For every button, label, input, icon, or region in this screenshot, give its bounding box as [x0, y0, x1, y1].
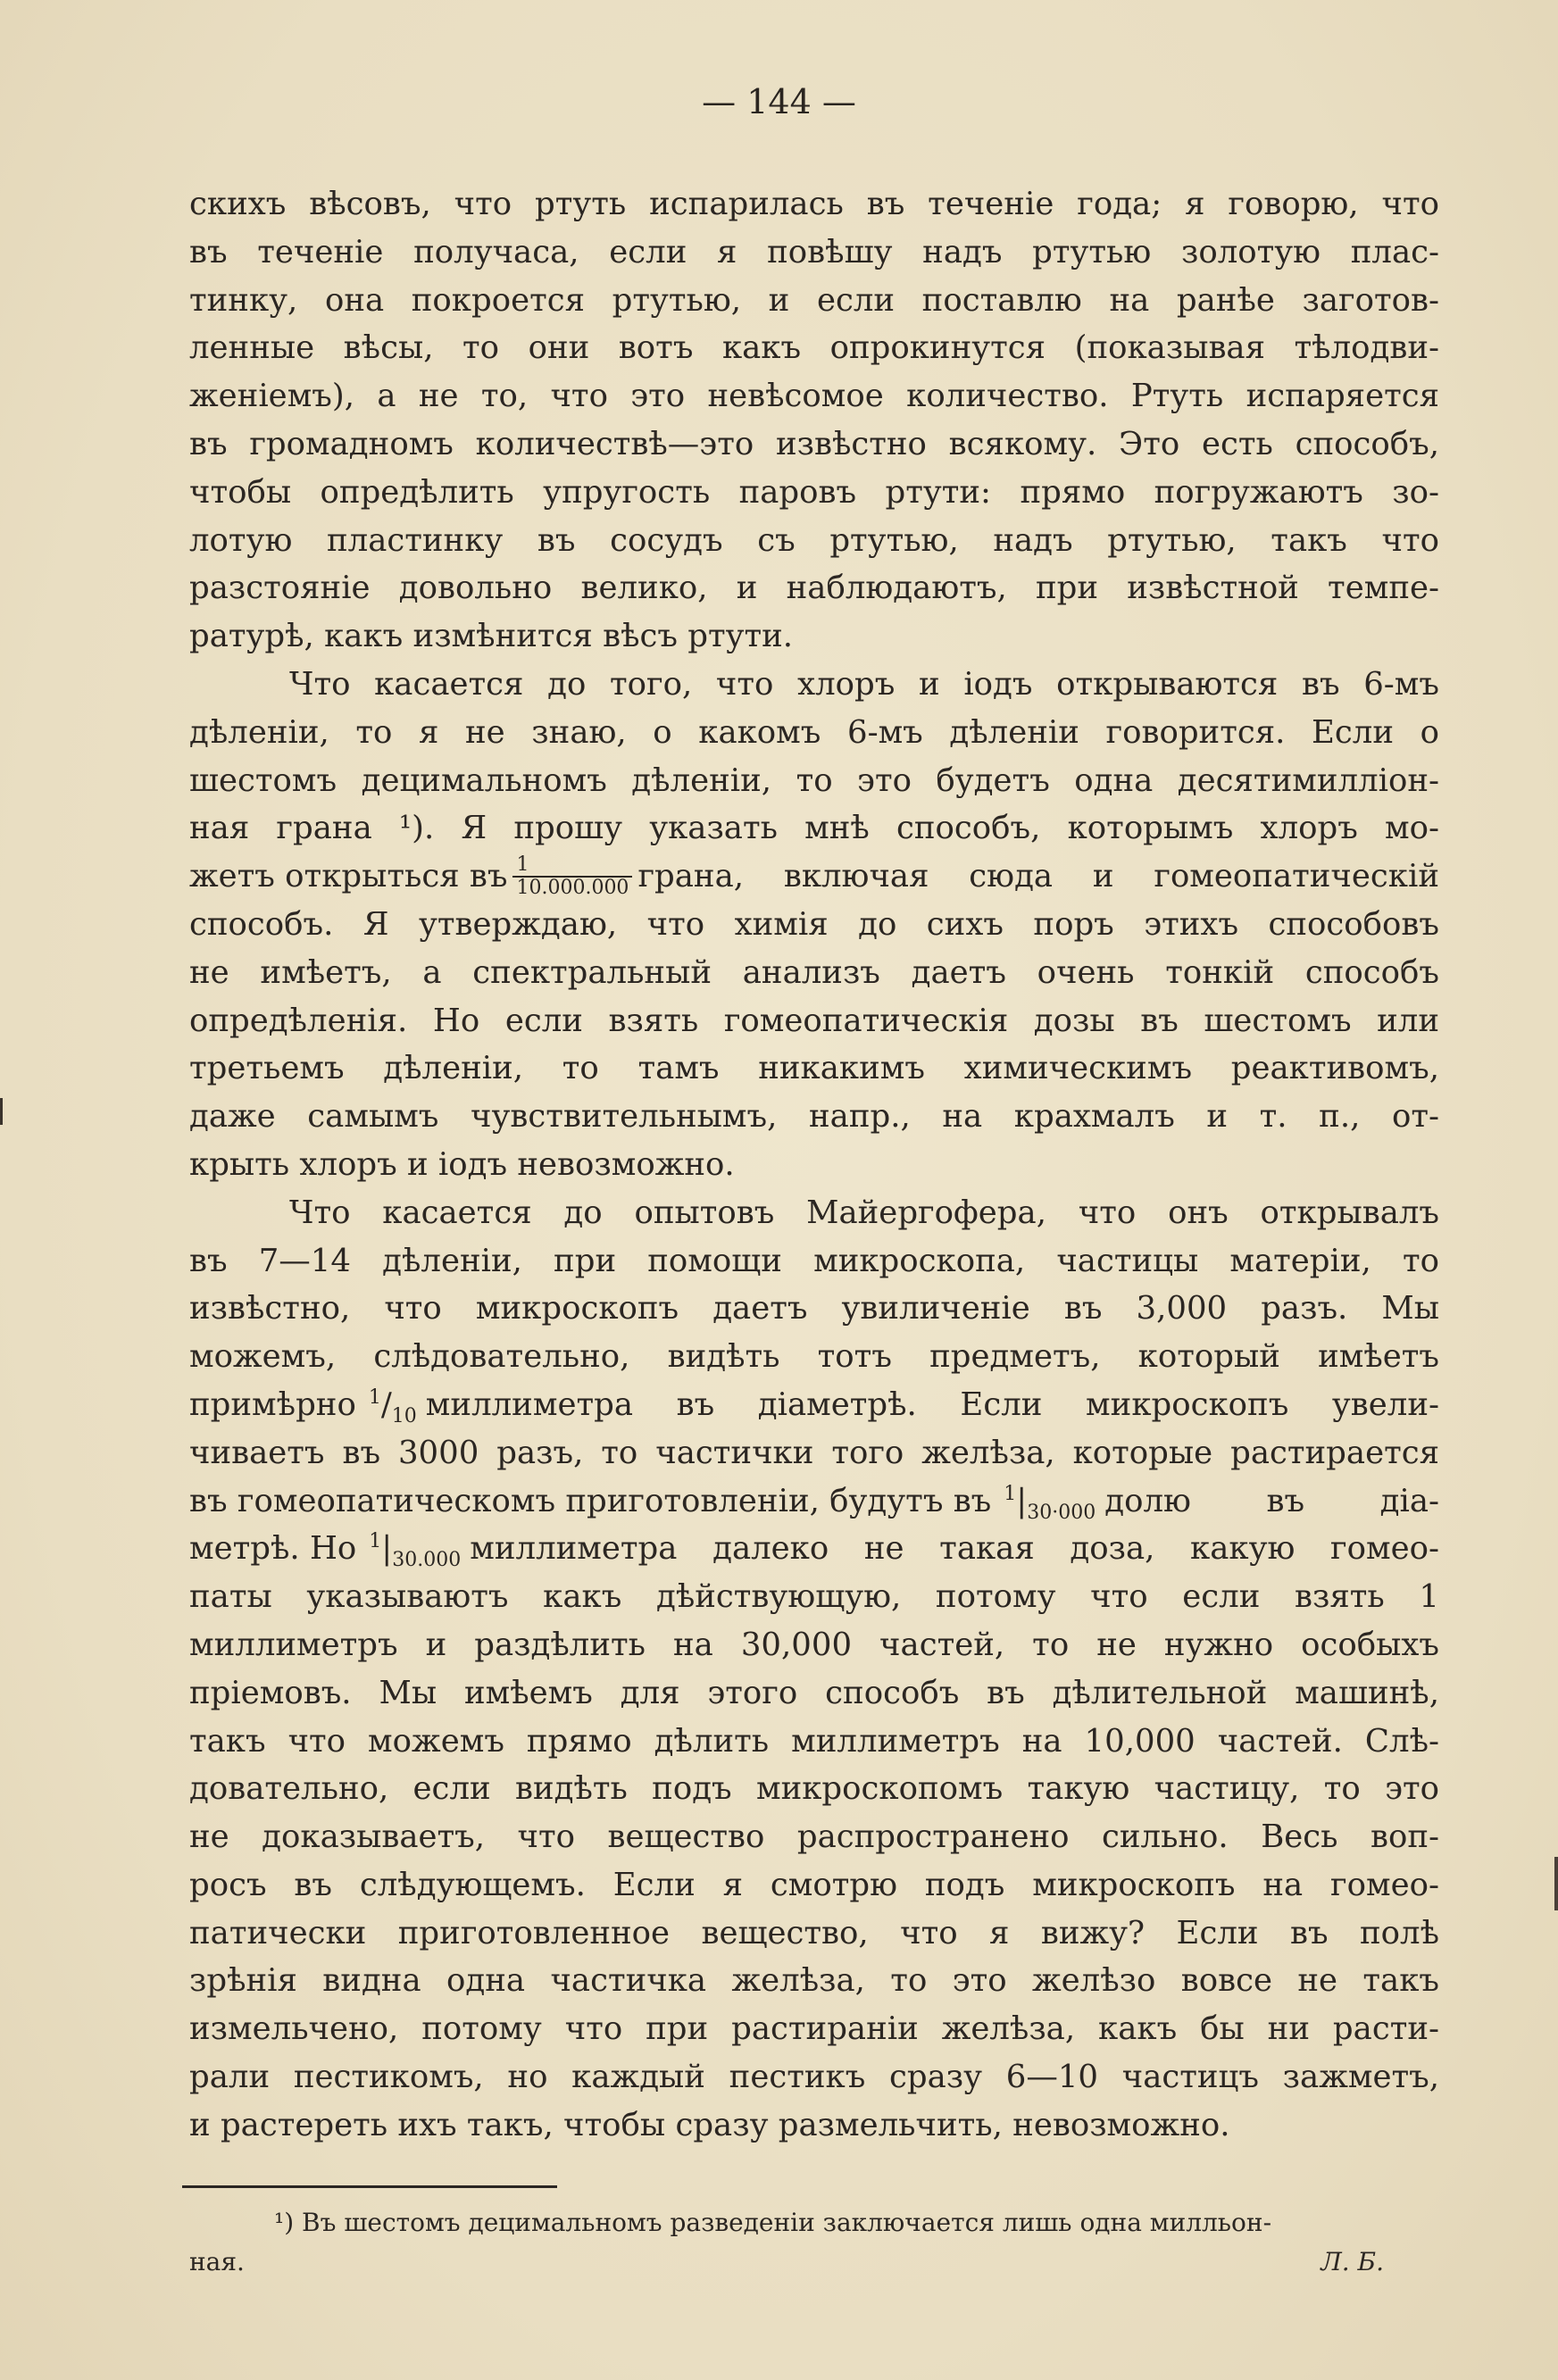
text-fragment: миллиметра далеко не такая доза, какую гомео-: [470, 1530, 1439, 1568]
text-line: крыть хлоръ и іодъ невозможно.: [189, 1145, 735, 1183]
fraction-denominator: 30·000: [1027, 1501, 1096, 1524]
text-line: Что касается до опытовъ Майергофера, что онъ открывалъ: [289, 1194, 1439, 1231]
text-line: ратурѣ, какъ измѣнится вѣсъ ртути.: [189, 618, 794, 655]
inline-fraction: $^1|_{30\cdot 000}$: [1004, 1482, 1096, 1524]
footnote-line-last: [189, 2243, 1439, 2282]
margin-mark: [0, 1098, 3, 1125]
text-line: чтобы опредѣлить упругость паровъ ртути: прямо погружаютъ зо-: [189, 473, 1439, 511]
text-line: измельчено, потому что при растираніи желѣза, какъ бы ни расти-: [189, 2010, 1439, 2048]
body-text: [189, 180, 1439, 2150]
text-line: ная грана ¹). Я прошу указать мнѣ способъ, которымъ хлоръ мо-: [189, 810, 1439, 847]
text-line-fraction: [189, 1381, 1439, 1429]
text-fragment: метрѣ. Но: [189, 1530, 357, 1568]
footnote-signature: Л. Б.: [1321, 2247, 1384, 2276]
paragraph-1: [189, 180, 1439, 661]
text-line: способъ. Я утверждаю, что химія до сихъ поръ этихъ способовъ: [189, 905, 1439, 943]
text-line: чиваетъ въ 3000 разъ, то частички того желѣза, которые растирается: [189, 1434, 1439, 1471]
text-line: ленные вѣсы, то они вотъ какъ опрокинутся (показывая тѣлодви-: [189, 329, 1439, 367]
inline-fraction: $^1|_{30.000}$: [369, 1530, 462, 1572]
footnote-divider: [182, 2185, 557, 2188]
text-line: Что касается до того, что хлоръ и іодъ открываются въ 6-мъ: [289, 665, 1439, 703]
fraction-numerator: 1: [1004, 1482, 1017, 1505]
text-line: пріемовъ. Мы имѣемъ для этого способъ въ дѣлительной машинѣ,: [189, 1674, 1439, 1711]
footnote-line: ¹) Въ шестомъ децимальномъ разведеніи заключается лишь одна милльон-: [274, 2208, 1272, 2237]
text-line: и растереть ихъ такъ, чтобы сразу размельчить, невозможно.: [189, 2106, 1230, 2143]
text-line: скихъ вѣсовъ, что ртуть испарилась въ теченіе года; я говорю, что: [189, 186, 1439, 222]
text-line: опредѣленія. Но если взять гомеопатическія дозы въ шестомъ или: [189, 1002, 1439, 1039]
fraction-numerator: 1: [512, 854, 632, 878]
text-line: можемъ, слѣдовательно, видѣть тотъ предметъ, который имѣетъ: [189, 1338, 1439, 1376]
text-line: тинку, она покроется ртутью, и если поставлю на ранѣе заготов-: [189, 281, 1439, 319]
text-line: довательно, если видѣть подъ микроскопомъ такую частицу, то это: [189, 1770, 1439, 1808]
page-number: — 144 —: [702, 82, 856, 121]
text-line-fraction: [189, 1477, 1439, 1526]
inline-fraction: $^1/_{10}$: [368, 1386, 417, 1428]
text-fragment: грана, включая сюда и гомеопатическій: [637, 858, 1439, 895]
text-line: въ 7—14 дѣленіи, при помощи микроскопа, частицы матеріи, то: [189, 1242, 1439, 1279]
text-line-fraction: [189, 853, 1439, 901]
footnote: [189, 2203, 1439, 2282]
text-line: паты указываютъ какъ дѣйствующую, потому что если взять 1: [189, 1578, 1439, 1616]
text-line: даже самымъ чувствительнымъ, напр., на крахмалъ и т. п., от-: [189, 1098, 1439, 1136]
text-fragment: примѣрно: [189, 1386, 356, 1423]
fraction: [512, 854, 632, 899]
footnote-text: ная.: [189, 2247, 245, 2276]
margin-mark: [1554, 1857, 1558, 1910]
text-fragment: долю въ діа-: [1104, 1482, 1439, 1519]
text-line: такъ что можемъ прямо дѣлить миллиметръ на 10,000 частей. Слѣ-: [189, 1722, 1439, 1760]
text-line: въ громадномъ количествѣ—это извѣстно всякому. Это есть способъ,: [189, 425, 1439, 462]
fraction-numerator: 1: [368, 1386, 381, 1410]
paragraph-2: [189, 661, 1439, 1189]
text-line: разстояніе довольно велико, и наблюдаютъ, при извѣстной темпе-: [189, 570, 1439, 607]
text-line: въ теченіе получаса, если я повѣшу надъ ртутью золотую плас-: [189, 233, 1439, 270]
paragraph-3: [189, 1189, 1439, 2150]
text-fragment: жетъ открыться въ: [189, 858, 508, 895]
text-line: лотую пластинку въ сосудъ съ ртутью, надъ ртутью, такъ что: [189, 521, 1439, 559]
text-line: патически приготовленное вещество, что я вижу? Если въ полѣ: [189, 1914, 1439, 1951]
text-line: не имѣетъ, а спектральный анализъ даетъ очень тонкій способъ: [189, 953, 1439, 991]
fraction-denominator: 30.000: [392, 1549, 462, 1572]
text-line-fraction: [189, 1525, 1439, 1573]
text-fragment: миллиметра въ діаметрѣ. Если микроскопъ увели-: [425, 1386, 1439, 1423]
text-line: рали пестикомъ, но каждый пестикъ сразу 6—10 частицъ зажметъ,: [189, 2059, 1439, 2096]
text-line: дѣленіи, то я не знаю, о какомъ 6-мъ дѣленіи говорится. Если о: [189, 713, 1439, 751]
fraction-numerator: 1: [369, 1530, 382, 1553]
text-line: женіемъ), а не то, что это невѣсомое количество. Ртуть испаряется: [189, 378, 1439, 415]
text-line: извѣстно, что микроскопъ даетъ увиличеніе въ 3,000 разъ. Мы: [189, 1290, 1439, 1327]
text-fragment: въ гомеопатическомъ приготовленіи, будутъ въ: [189, 1482, 992, 1519]
text-line: зрѣнія видна одна частичка желѣза, то это желѣзо вовсе не такъ: [189, 1962, 1439, 2000]
fraction-denominator: 10: [391, 1405, 417, 1428]
text-line: миллиметръ и раздѣлить на 30,000 частей, то не нужно особыхъ: [189, 1626, 1439, 1663]
text-line: третьемъ дѣленіи, то тамъ никакимъ химическимъ реактивомъ,: [189, 1050, 1439, 1087]
text-line: не доказываетъ, что вещество распространено сильно. Весь воп-: [189, 1818, 1439, 1856]
text-line: росъ въ слѣдующемъ. Если я смотрю подъ микроскопъ на гомео-: [189, 1866, 1439, 1903]
fraction-denominator: 10.000.000: [516, 877, 629, 900]
text-line: шестомъ децимальномъ дѣленіи, то это будетъ одна десятимилліон-: [189, 761, 1439, 799]
